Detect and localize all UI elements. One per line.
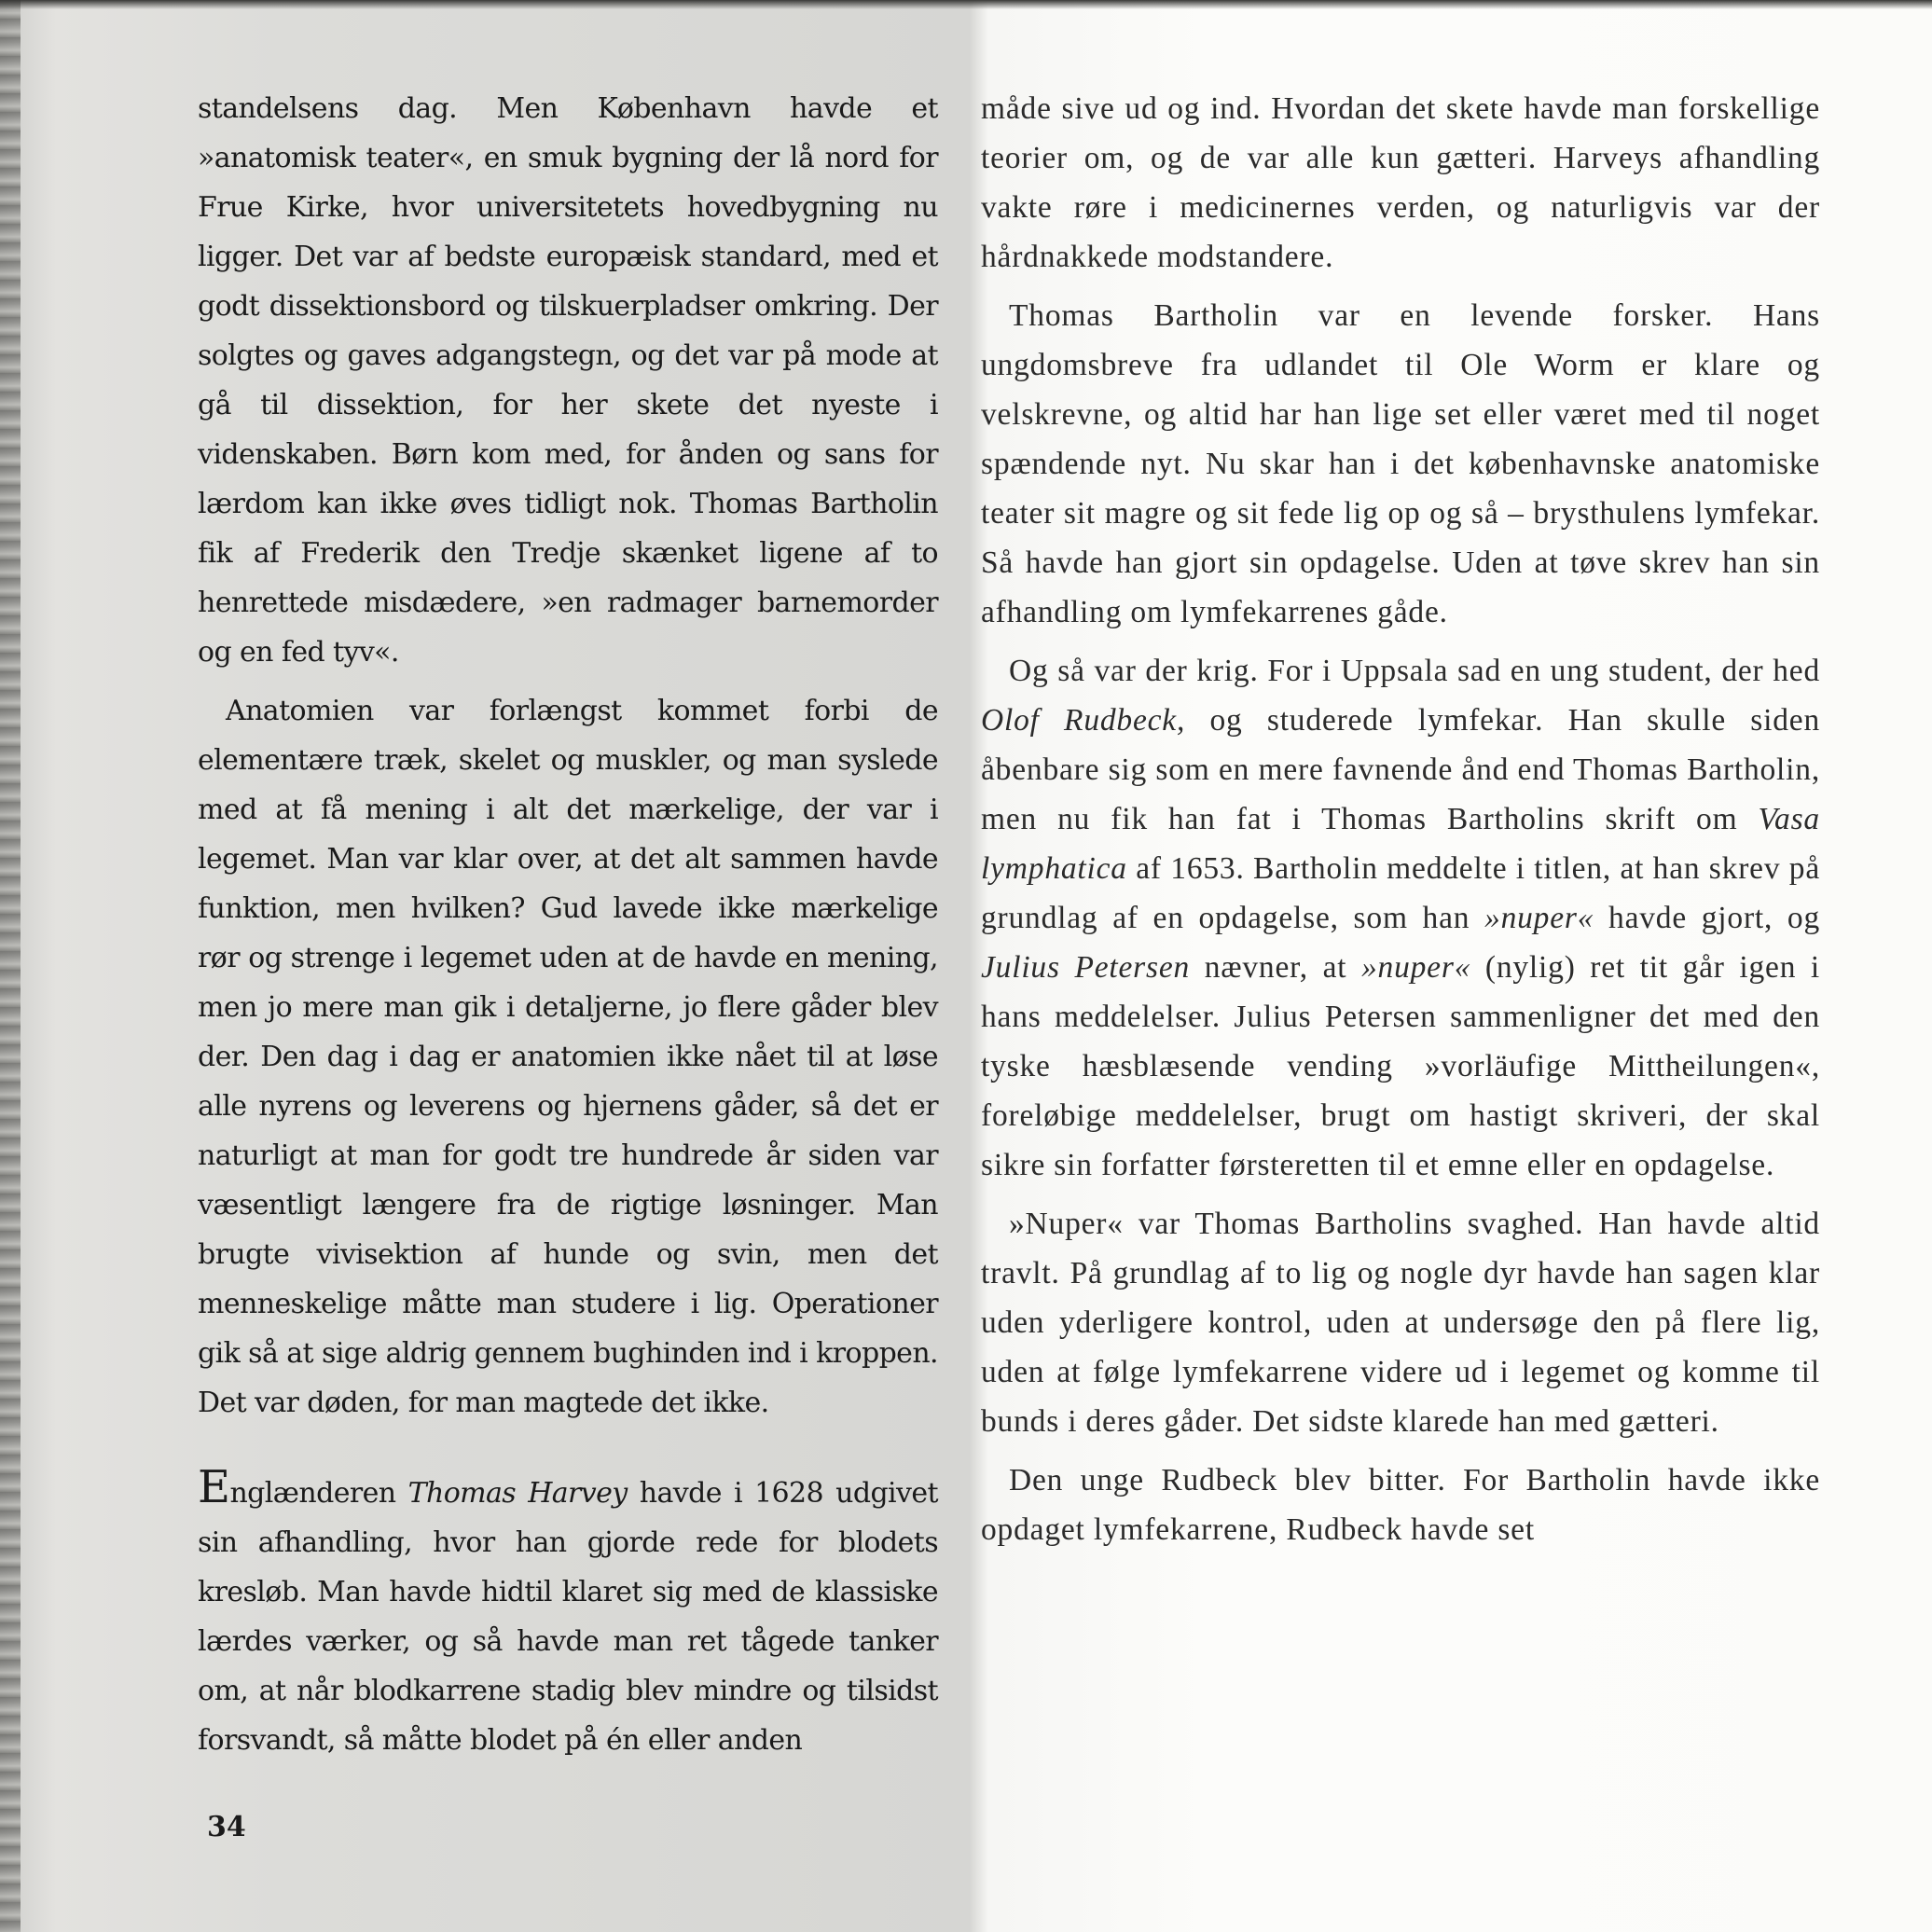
right-page-text xyxy=(981,84,1820,1554)
left-paragraph-3 xyxy=(198,1461,939,1765)
text-run: nævner, at xyxy=(1190,950,1361,985)
page-number: 34 xyxy=(207,1811,246,1843)
right-paragraph-2: Thomas Bartholin var en levende forsker. Hans ungdomsbreve fra udlandet til Ole Worm er klare og velskrevne, og altid har han lige set eller været med til noget spændende nyt. Nu skar han i det københavnske anatomiske teater sit magre og sit fede lig op og så – brysthulens lymfekar. Så havde han gjort sin opdagelse. Uden at tøve skrev han sin afhandling om lymfekarrenes gåde. xyxy=(981,298,1820,629)
text-run: Og så var der krig. For i Uppsala sad en ung student, der hed xyxy=(1009,654,1820,688)
left-paragraph-3-rest: havde i 1628 udgivet sin afhandling, hvor han gjorde rede for blodets kresløb. Man havde hidtil klaret sig med de klassiske lærdes værker, og så havde man ret tågede tanker om, at når blodkarrene stadig blev mindre og tilsidst forsvandt, så måtte blodet på én eller anden xyxy=(198,1477,939,1757)
word-nuper: »nuper« xyxy=(1484,901,1594,935)
left-paragraph-3-start: nglænderen xyxy=(229,1477,408,1510)
left-paragraph-1: standelsens dag. Men København havde et »anatomisk teater«, en smuk bygning der lå nord for Frue Kirke, hvor universitetets hovedbygning nu ligger. Det var af bedste europæisk standard, med et godt dissektionsbord og tilskuerpladser omkring. Der solgtes og gaves adgangstegn, og det var på mode at gå til dissektion, for her skete det nyeste i videnskaben. Børn kom med, for ånden og sans for lærdom kan ikke øves tidligt nok. Thomas Bartholin fik af Frederik den Tredje skænket ligene af to henrettede misdædere, »en radmager barnemorder og en fed tyv«. xyxy=(198,92,938,669)
book-binding-edge xyxy=(0,0,21,1932)
title-vasa-lymphatica: Vasa lymphatica xyxy=(981,802,1820,886)
name-olof-rudbeck: Olof Rudbeck, xyxy=(981,703,1186,738)
name-thomas-harvey: Thomas Harvey xyxy=(407,1477,628,1510)
text-run: af 1653. Bartholin meddelte i titlen, at han skrev på grundlag af en opdagelse, som han xyxy=(981,851,1820,935)
word-nuper: »nuper« xyxy=(1360,950,1471,985)
text-run: og studerede lymfekar. Han skulle siden åbenbare sig som en mere favnende ånd end Thomas Bartholin, men nu fik han fat i Thomas Bartholins skrift om xyxy=(981,703,1820,836)
right-paragraph-1: måde sive ud og ind. Hvordan det skete havde man forskellige teorier om, og de var alle kun gætteri. Harveys afhandling vakte røre i medicinernes verden, og naturligvis var der hårdnakkede modstandere. xyxy=(981,91,1820,274)
top-edge-shadow xyxy=(0,0,1932,9)
text-run: havde gjort, og xyxy=(1594,901,1821,935)
right-paragraph-4: »Nuper« var Thomas Bartholins svaghed. Han havde altid travlt. På grundlag af to lig og nogle dyr havde han sagen klar uden yderligere kontrol, uden at undersøge den på flere lig, uden at følge lymfekarrene videre ud i legemet og komme til bunds i deres gåder. Det sidste klarede han med gætteri. xyxy=(981,1207,1820,1439)
text-run: (nylig) ret tit går igen i hans meddelelser. Julius Petersen sammenligner det med den tyske hæsblæsende vending »vorläufige Mittheilungen«, foreløbige meddelelser, brugt om hastigt skriveri, der skal sikre sin forfatter førsteretten til et emne eller en opdagelse. xyxy=(981,950,1820,1182)
left-paragraph-2: Anatomien var forlængst kommet forbi de elementære træk, skelet og muskler, og man syslede med at få mening i alt det mærkelige, der var i legemet. Man var klar over, at det alt sammen havde funktion, men hvilken? Gud lavede ikke mærkelige rør og strenge i legemet uden at de havde en mening, men jo mere man gik i detaljerne, jo flere gåder blev der. Den dag i dag er anatomien ikke nået til at løse alle nyrens og leverens og hjernens gåder, så det er naturligt at man for godt tre hundrede år siden var væsentligt længere fra de rigtige løsninger. Man brugte vivisektion af hunde og svin, men det menneskelige måtte man studere i lig. Operationer gik så at sige aldrig gennem bughinden ind i kroppen. Det var døden, for man magtede det ikke. xyxy=(198,695,938,1419)
left-page-text xyxy=(198,84,938,1765)
name-julius-petersen: Julius Petersen xyxy=(981,950,1191,985)
right-paragraph-5: Den unge Rudbeck blev bitter. For Bartholin havde ikke opdaget lymfekarrene, Rudbeck havde set xyxy=(981,1463,1820,1547)
right-paragraph-3 xyxy=(981,646,1820,1190)
drop-cap: E xyxy=(198,1461,230,1513)
